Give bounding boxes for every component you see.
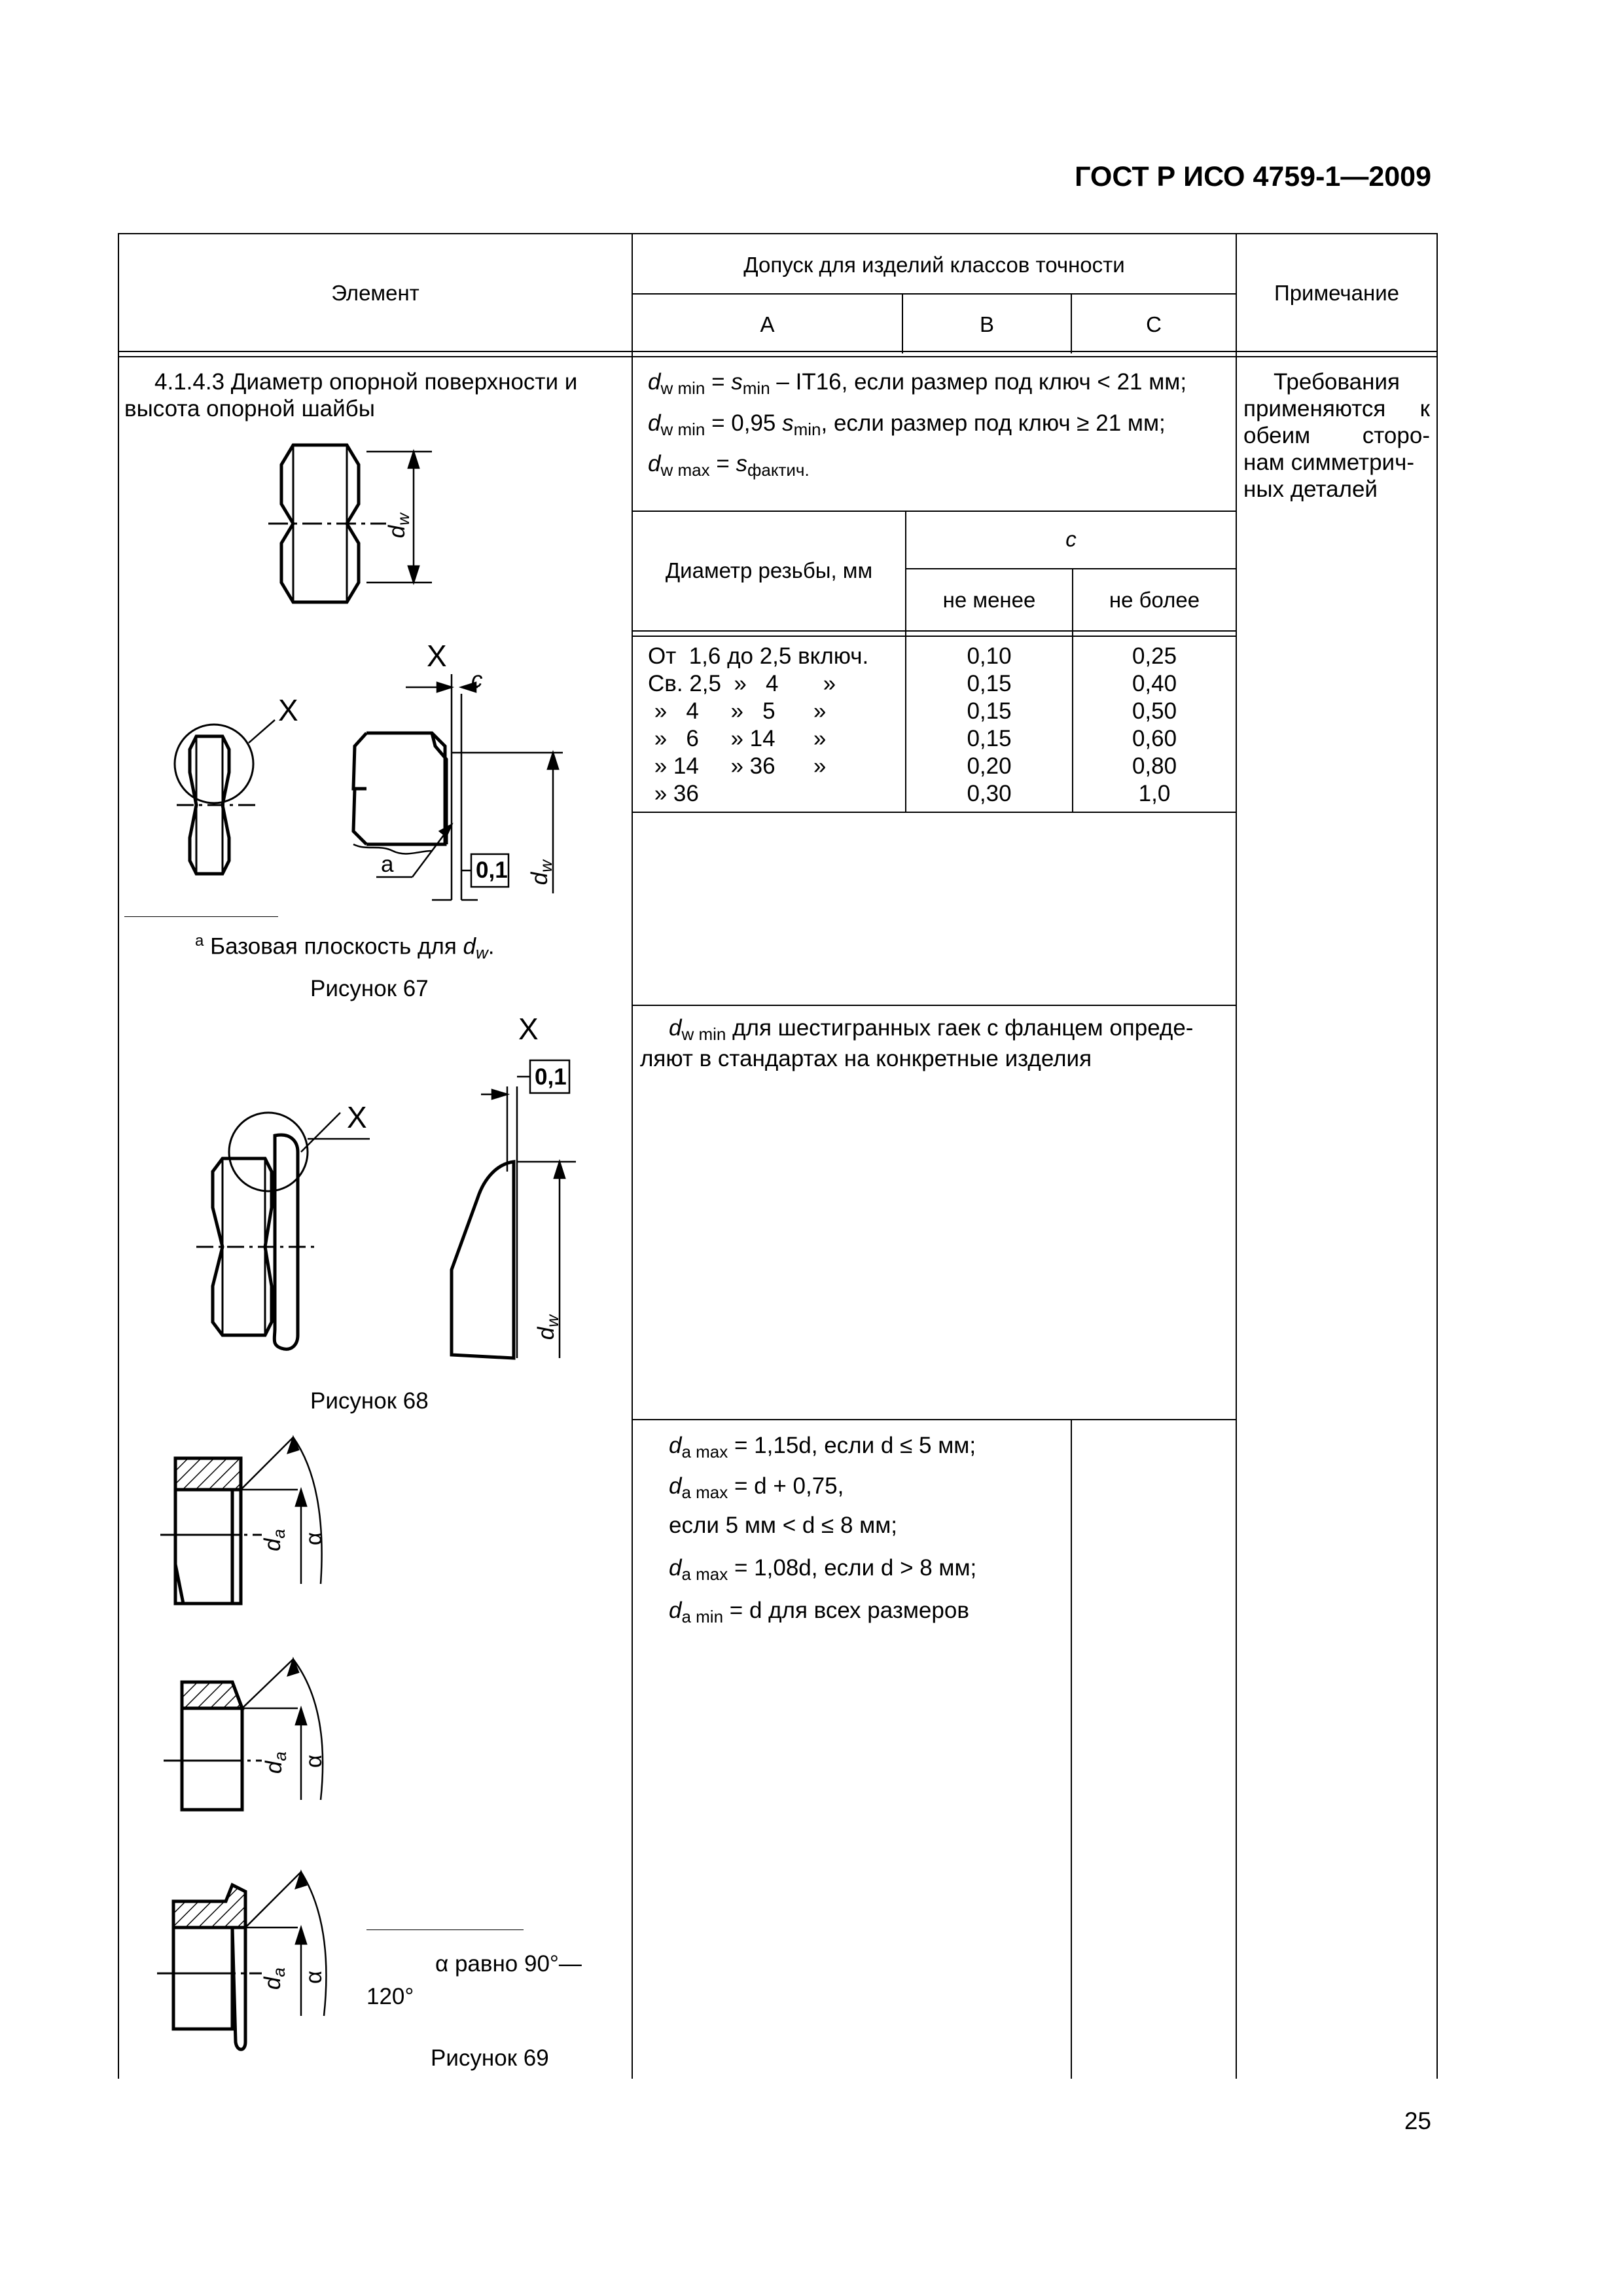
header-class-b: B bbox=[979, 312, 994, 336]
note-line: Требования bbox=[1274, 369, 1400, 395]
da-label-2-text: d bbox=[260, 1761, 287, 1774]
formula-dw-min-2-rest: , если размер под ключ ≥ 21 мм; bbox=[821, 410, 1166, 436]
a-label-fig67: a bbox=[381, 852, 394, 877]
dw-label-fig67: $d_w$ bbox=[527, 859, 556, 886]
subtable-c-header: c bbox=[1065, 527, 1077, 551]
da-formula-5-text: = d для всех размеров bbox=[729, 1598, 969, 1623]
subtable-row-max: 1,0 bbox=[1138, 781, 1171, 806]
section-title-line1: 4.1.4.3 Диаметр опорной поверхности и bbox=[154, 369, 578, 395]
subtable-min-header: не менее bbox=[942, 588, 1036, 612]
da-formula-1-text: = 1,15d, если d ≤ 5 мм; bbox=[734, 1433, 976, 1458]
note-line: нам симметрич- bbox=[1243, 450, 1414, 475]
da-label-2: $d_a$ bbox=[260, 1751, 290, 1774]
formula-dw-min-1: $d_{w min} = s_{min} - IT16$, если размер под ключ < 21 мм; bbox=[648, 369, 1187, 398]
x-label-fig67-a: X bbox=[427, 639, 447, 673]
header-tolerance: Допуск для изделий классов точности bbox=[743, 253, 1125, 277]
da-formula-5: $d_{a min} = d$ для всех размеров bbox=[669, 1598, 969, 1626]
dw-label-top: $d_w$ bbox=[384, 512, 414, 539]
x-label-fig67-b: X bbox=[278, 693, 298, 727]
da-label-1: $d_a$ bbox=[259, 1529, 289, 1552]
da-formula-2: $d_{a max} = d + 0,75$, bbox=[669, 1473, 844, 1502]
dw-label-fig68-text: d bbox=[533, 1327, 560, 1340]
alpha-note: α равно 90°— bbox=[435, 1951, 582, 1977]
da-label-1-text: d bbox=[259, 1538, 285, 1552]
subtable-row-max: 0,50 bbox=[1132, 698, 1177, 724]
subtable-row-min: 0,15 bbox=[967, 671, 1012, 696]
flange-text-line2: ляют в стандартах на конкретные изделия bbox=[640, 1046, 1092, 1071]
da-label-3: $d_a$ bbox=[259, 1967, 289, 1990]
c-label-fig67: c bbox=[471, 667, 483, 692]
subtable-row-diameter: » 14 » 36 » bbox=[648, 753, 827, 779]
note-line: обеим сторо- bbox=[1243, 423, 1430, 448]
formula-dw-min-2: $d_{w min} = 0,95$ $s_{min}$, если размер под ключ ≥ 21 мм; bbox=[648, 410, 1166, 439]
dw-label-top-text: d bbox=[384, 525, 410, 539]
subtable-row-max: 0,60 bbox=[1132, 726, 1177, 751]
figure-69-caption: Рисунок 69 bbox=[431, 2045, 549, 2071]
subtable-row-diameter: » 6 » 14 » bbox=[648, 726, 827, 751]
da-formula-2-text: = d + 0,75, bbox=[734, 1473, 844, 1499]
da-formula-3: если 5 мм < d ≤ 8 мм; bbox=[669, 1513, 898, 1538]
da-formula-1: $d_{a max} = 1,15d$, если d ≤ 5 мм; bbox=[669, 1433, 976, 1462]
subtable-row-max: 0,40 bbox=[1132, 671, 1177, 696]
footnote-text: Базовая плоскость для bbox=[210, 933, 457, 960]
alpha-label-3: α bbox=[301, 1970, 327, 1984]
subtable-diameter-header: Диаметр резьбы, мм bbox=[665, 558, 873, 583]
footnote: $^a$ Базовая плоскость для $d_w$. bbox=[195, 932, 495, 963]
x-label-fig68-a: X bbox=[518, 1012, 539, 1046]
subtable-row-min: 0,15 bbox=[967, 726, 1012, 751]
dw-label-fig68: $d_w$ bbox=[533, 1314, 563, 1340]
subtable-row-max: 0,80 bbox=[1132, 753, 1177, 779]
tolerance-label-fig67: 0,1 bbox=[476, 857, 508, 883]
header-element: Элемент bbox=[331, 281, 419, 305]
note-line: ных деталей bbox=[1243, 476, 1378, 502]
figure-68-caption: Рисунок 68 bbox=[310, 1388, 429, 1414]
subtable-row-min: 0,15 bbox=[967, 698, 1012, 724]
tolerance-label-fig68: 0,1 bbox=[535, 1064, 567, 1090]
x-label-fig68-b: X bbox=[347, 1100, 367, 1134]
figure-67-caption: Рисунок 67 bbox=[310, 976, 429, 1001]
standard-id: ГОСТ Р ИСО 4759-1—2009 bbox=[1075, 161, 1431, 192]
alpha-label-2: α bbox=[301, 1754, 327, 1768]
subtable-row-max: 0,25 bbox=[1132, 643, 1177, 669]
subtable-row-min: 0,10 bbox=[967, 643, 1012, 669]
subtable-row-diameter: Св. 2,5 » 4 » bbox=[648, 671, 836, 696]
subtable-row-min: 0,30 bbox=[967, 781, 1012, 806]
formula-dw-max: $d_{w max} = s_{фактич.}$ bbox=[648, 451, 810, 480]
subtable-row-diameter: » 4 » 5 » bbox=[648, 698, 827, 724]
dw-label-fig67-text: d bbox=[527, 872, 553, 886]
flange-text-line1: $d_{w min}$ для шестигранных гаек с фланцем опреде- bbox=[669, 1015, 1194, 1044]
subtable-row-min: 0,20 bbox=[967, 753, 1012, 779]
header-class-c: C bbox=[1146, 312, 1162, 336]
page-number: 25 bbox=[1404, 2108, 1431, 2134]
da-formula-4: $d_{a max} = 1,08d$, если d > 8 мм; bbox=[669, 1555, 977, 1584]
note-line: применяются к bbox=[1243, 396, 1430, 422]
alpha-label-1: α bbox=[301, 1532, 327, 1546]
section-title-line2: высота опорной шайбы bbox=[124, 396, 375, 422]
subtable-max-header: не более bbox=[1109, 588, 1200, 612]
alpha-note-2: 120° bbox=[366, 1984, 414, 2009]
header-class-a: A bbox=[760, 312, 775, 336]
subtable-row-diameter: » 36 bbox=[648, 781, 699, 806]
da-formula-4-text: = 1,08d, если d > 8 мм; bbox=[734, 1555, 977, 1581]
flange-text: для шестигранных гаек с фланцем опреде- bbox=[732, 1015, 1194, 1041]
formula-dw-min-1-rest: – IT16, если размер под ключ < 21 мм; bbox=[776, 369, 1187, 395]
header-note: Примечание bbox=[1274, 281, 1399, 305]
subtable-row-diameter: От 1,6 до 2,5 включ. bbox=[648, 643, 869, 669]
da-label-3-text: d bbox=[259, 1977, 285, 1990]
